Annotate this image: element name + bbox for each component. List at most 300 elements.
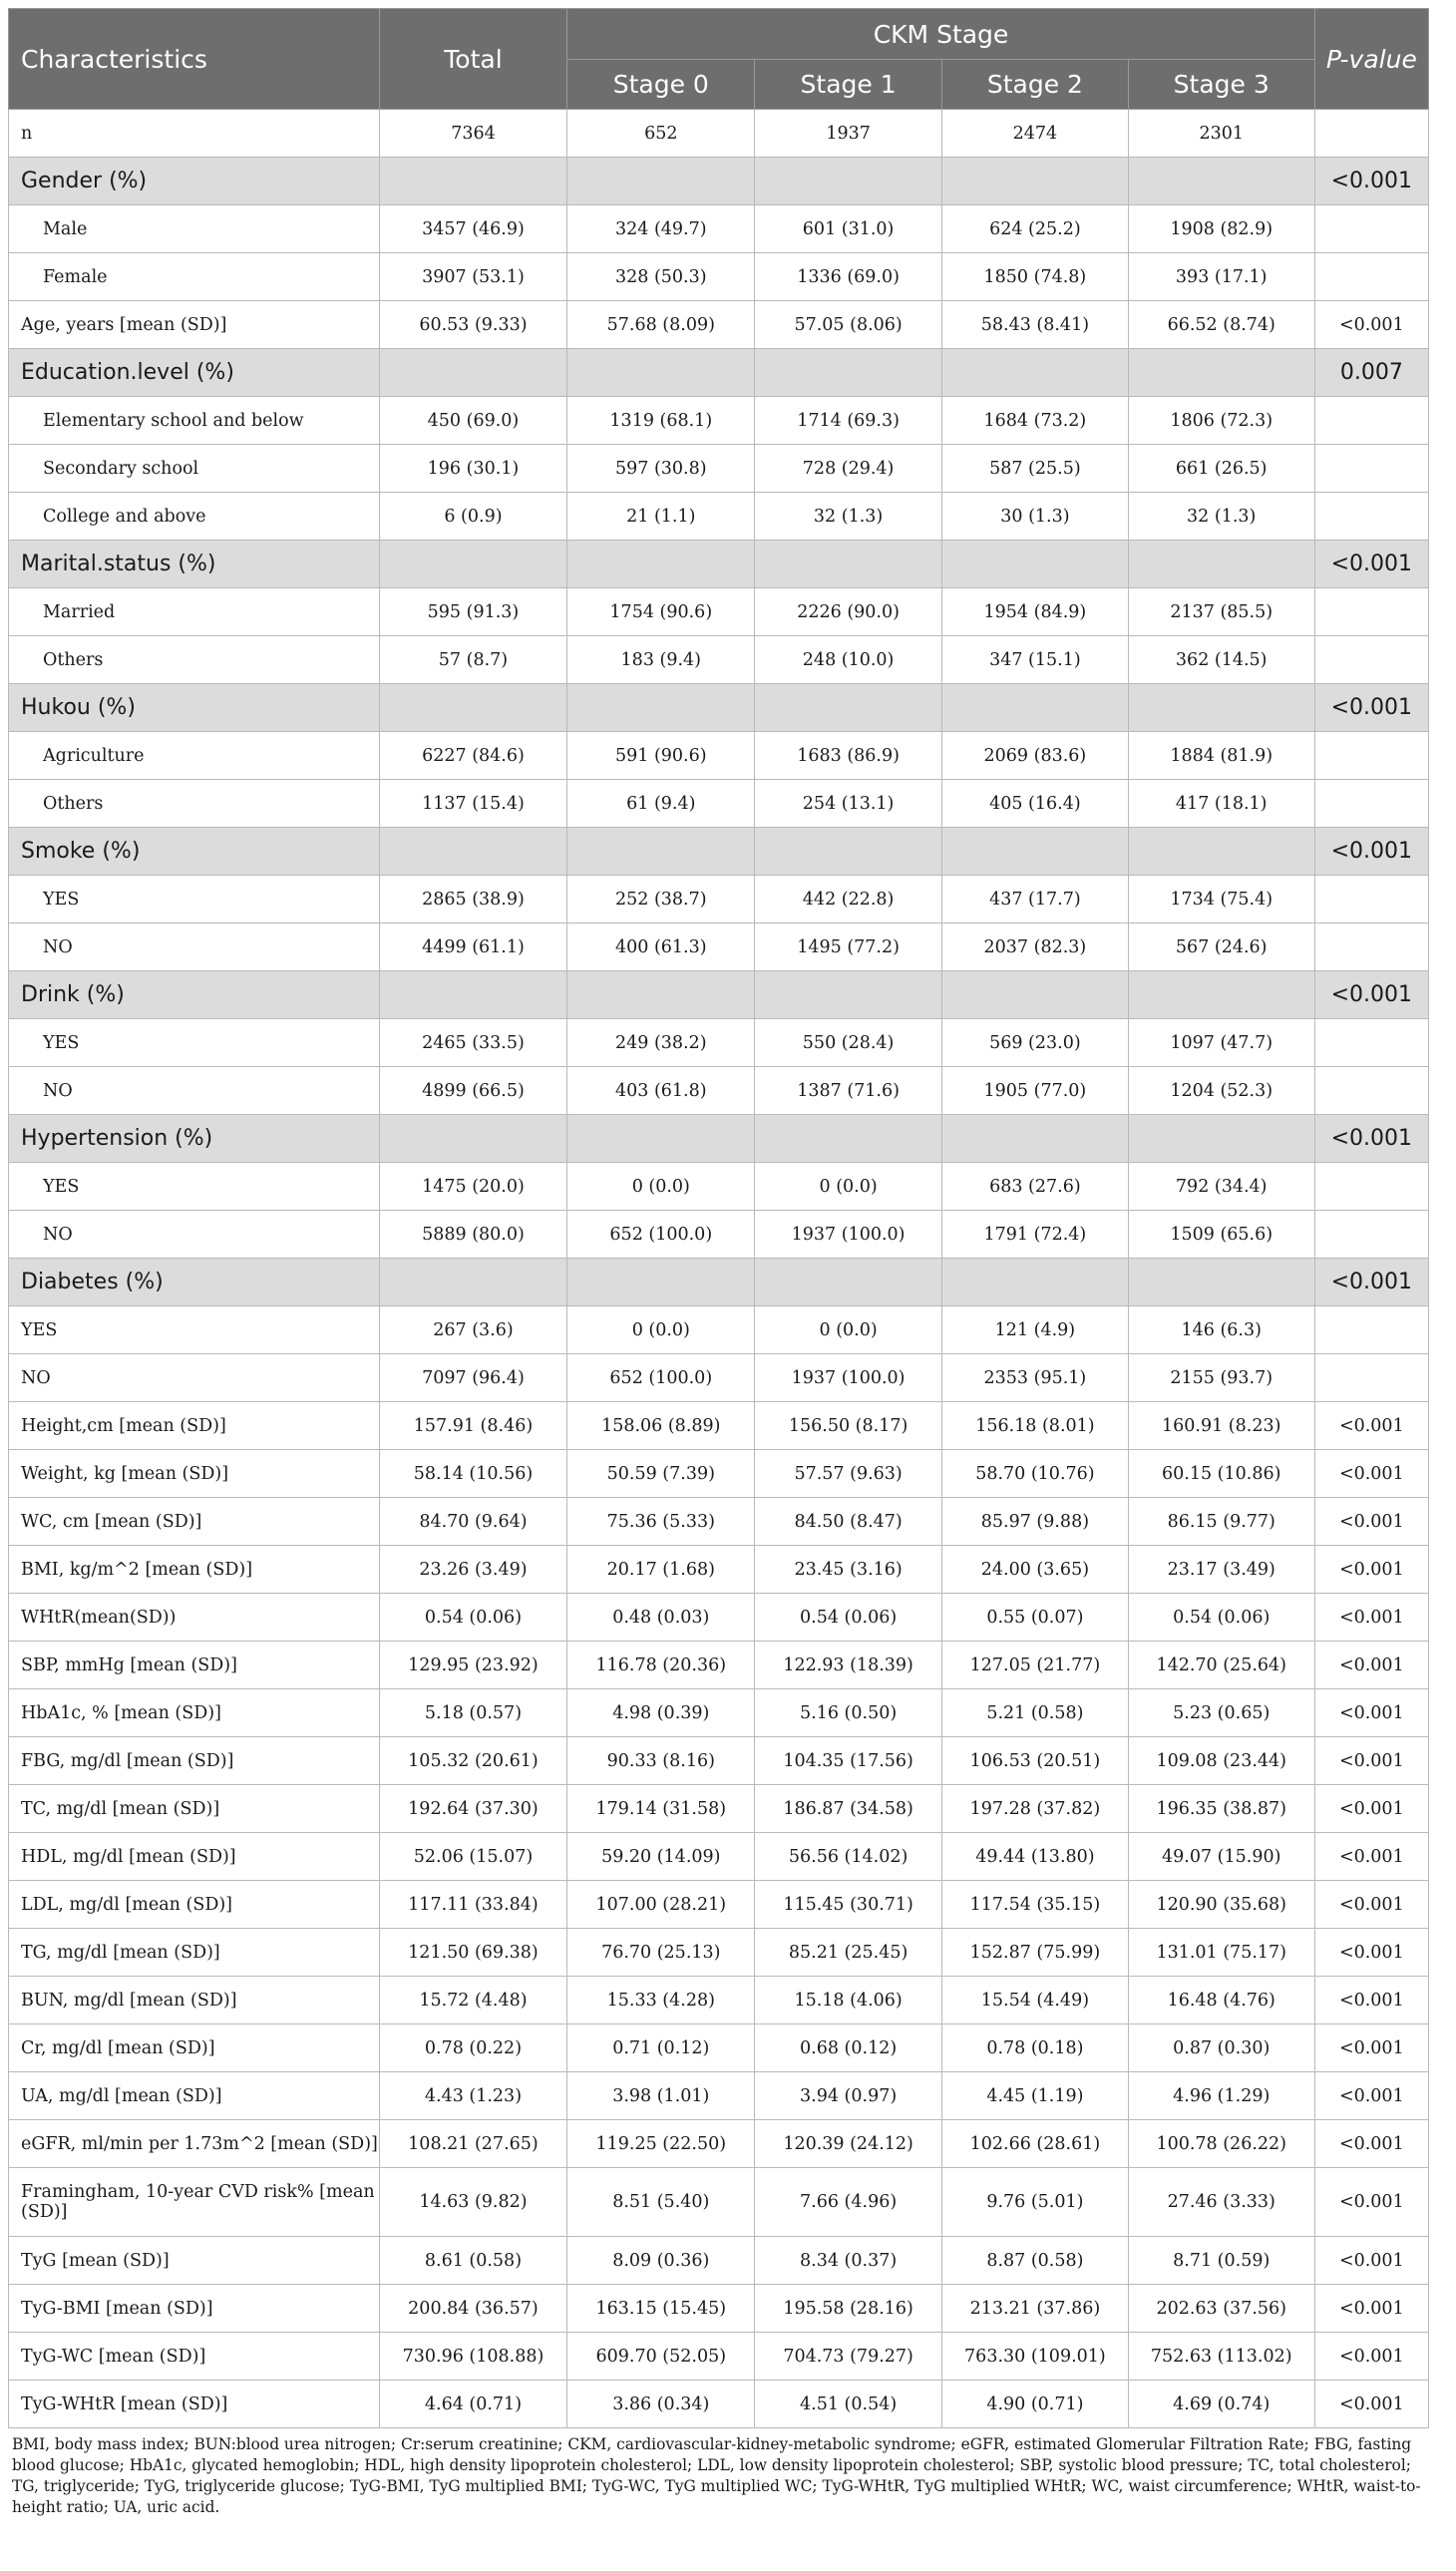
stage-0-cell: 328 (50.3) <box>567 253 755 301</box>
row-label: Others <box>9 636 380 684</box>
row-label: HbA1c, % [mean (SD)] <box>9 1689 380 1737</box>
table-row <box>9 2237 1429 2285</box>
total-cell: 7364 <box>379 110 567 158</box>
stage-3-cell: 120.90 (35.68) <box>1128 1881 1314 1929</box>
stage-2-cell: 347 (15.1) <box>942 636 1129 684</box>
stage-3-cell: 2155 (93.7) <box>1128 1354 1314 1402</box>
stage-2-cell: 624 (25.2) <box>942 205 1129 253</box>
stage-1-cell: 120.39 (24.12) <box>755 2120 942 2168</box>
stage-1-cell: 84.50 (8.47) <box>755 1498 942 1546</box>
table-body <box>9 110 1429 2428</box>
stage-1-cell: 156.50 (8.17) <box>755 1402 942 1450</box>
stage-1-cell: 704.73 (79.27) <box>755 2333 942 2381</box>
total-cell: 5.18 (0.57) <box>379 1689 567 1737</box>
row-label: n <box>9 110 380 158</box>
stage-0-cell: 1754 (90.6) <box>567 588 755 636</box>
stage-3-cell: 2301 <box>1128 110 1314 158</box>
empty-cell <box>942 1259 1129 1306</box>
p-value-cell <box>1314 397 1428 445</box>
header-ckm-stage: CKM Stage <box>567 9 1314 60</box>
stage-2-cell: 85.97 (9.88) <box>942 1498 1129 1546</box>
stage-2-cell: 1954 (84.9) <box>942 588 1129 636</box>
empty-cell <box>755 349 942 397</box>
table-row <box>9 301 1429 349</box>
total-cell: 58.14 (10.56) <box>379 1450 567 1498</box>
stage-0-cell: 597 (30.8) <box>567 445 755 493</box>
empty-cell <box>567 1115 755 1163</box>
stage-0-cell: 0 (0.0) <box>567 1163 755 1211</box>
table-row <box>9 2381 1429 2428</box>
p-value-cell: <0.001 <box>1314 2168 1428 2237</box>
stage-0-cell: 403 (61.8) <box>567 1067 755 1115</box>
stage-1-cell: 56.56 (14.02) <box>755 1833 942 1881</box>
stage-0-cell: 183 (9.4) <box>567 636 755 684</box>
table-row <box>9 1450 1429 1498</box>
p-value-cell: 0.007 <box>1314 349 1428 397</box>
total-cell: 6227 (84.6) <box>379 732 567 780</box>
p-value-cell: <0.001 <box>1314 2024 1428 2072</box>
stage-1-cell: 1937 <box>755 110 942 158</box>
stage-3-cell: 752.63 (113.02) <box>1128 2333 1314 2381</box>
stage-2-cell: 763.30 (109.01) <box>942 2333 1129 2381</box>
stage-2-cell: 4.90 (0.71) <box>942 2381 1129 2428</box>
stage-0-cell: 59.20 (14.09) <box>567 1833 755 1881</box>
total-cell: 3907 (53.1) <box>379 253 567 301</box>
stage-2-cell: 405 (16.4) <box>942 780 1129 828</box>
stage-1-cell: 0.68 (0.12) <box>755 2024 942 2072</box>
empty-cell <box>942 158 1129 205</box>
stage-2-cell: 117.54 (35.15) <box>942 1881 1129 1929</box>
stage-0-cell: 1319 (68.1) <box>567 397 755 445</box>
empty-cell <box>567 971 755 1019</box>
p-value-cell: <0.001 <box>1314 2120 1428 2168</box>
row-label: Age, years [mean (SD)] <box>9 301 380 349</box>
total-cell: 1137 (15.4) <box>379 780 567 828</box>
p-value-cell: <0.001 <box>1314 1594 1428 1642</box>
empty-cell <box>379 1259 567 1306</box>
table-row <box>9 636 1429 684</box>
group-header-row <box>9 684 1429 732</box>
table-row <box>9 110 1429 158</box>
empty-cell <box>567 158 755 205</box>
stage-0-cell: 8.09 (0.36) <box>567 2237 755 2285</box>
p-value-cell <box>1314 923 1428 971</box>
row-label: TG, mg/dl [mean (SD)] <box>9 1929 380 1977</box>
empty-cell <box>1128 828 1314 876</box>
empty-cell <box>942 541 1129 588</box>
empty-cell <box>942 1115 1129 1163</box>
table-row <box>9 1881 1429 1929</box>
stage-0-cell: 119.25 (22.50) <box>567 2120 755 2168</box>
row-label: TyG-WHtR [mean (SD)] <box>9 2381 380 2428</box>
p-value-cell: <0.001 <box>1314 1977 1428 2024</box>
stage-3-cell: 146 (6.3) <box>1128 1306 1314 1354</box>
p-value-cell <box>1314 110 1428 158</box>
stage-2-cell: 152.87 (75.99) <box>942 1929 1129 1977</box>
row-label: NO <box>9 923 380 971</box>
stage-3-cell: 1884 (81.9) <box>1128 732 1314 780</box>
group-label: Drink (%) <box>9 971 380 1019</box>
row-label: Female <box>9 253 380 301</box>
total-cell: 4899 (66.5) <box>379 1067 567 1115</box>
stage-3-cell: 16.48 (4.76) <box>1128 1977 1314 2024</box>
p-value-cell: <0.001 <box>1314 1929 1428 1977</box>
header-stage-0: Stage 0 <box>567 60 755 110</box>
p-value-cell: <0.001 <box>1314 971 1428 1019</box>
stage-2-cell: 4.45 (1.19) <box>942 2072 1129 2120</box>
stage-1-cell: 0 (0.0) <box>755 1306 942 1354</box>
table-row <box>9 2333 1429 2381</box>
total-cell: 200.84 (36.57) <box>379 2285 567 2333</box>
group-header-row <box>9 1115 1429 1163</box>
total-cell: 121.50 (69.38) <box>379 1929 567 1977</box>
table-row <box>9 588 1429 636</box>
row-label: YES <box>9 1019 380 1067</box>
empty-cell <box>755 828 942 876</box>
p-value-cell: <0.001 <box>1314 1642 1428 1689</box>
stage-3-cell: 1509 (65.6) <box>1128 1211 1314 1259</box>
stage-3-cell: 8.71 (0.59) <box>1128 2237 1314 2285</box>
group-header-row <box>9 971 1429 1019</box>
total-cell: 5889 (80.0) <box>379 1211 567 1259</box>
p-value-cell <box>1314 780 1428 828</box>
stage-0-cell: 652 <box>567 110 755 158</box>
stage-2-cell: 58.43 (8.41) <box>942 301 1129 349</box>
empty-cell <box>1128 158 1314 205</box>
row-label: Male <box>9 205 380 253</box>
row-label: Elementary school and below <box>9 397 380 445</box>
total-cell: 3457 (46.9) <box>379 205 567 253</box>
row-label: NO <box>9 1354 380 1402</box>
stage-1-cell: 248 (10.0) <box>755 636 942 684</box>
stage-0-cell: 61 (9.4) <box>567 780 755 828</box>
table-row <box>9 1498 1429 1546</box>
stage-0-cell: 50.59 (7.39) <box>567 1450 755 1498</box>
table-row <box>9 1067 1429 1115</box>
total-cell: 23.26 (3.49) <box>379 1546 567 1594</box>
empty-cell <box>942 349 1129 397</box>
table-row <box>9 732 1429 780</box>
total-cell: 14.63 (9.82) <box>379 2168 567 2237</box>
stage-1-cell: 442 (22.8) <box>755 876 942 923</box>
group-header-row <box>9 349 1429 397</box>
stage-3-cell: 131.01 (75.17) <box>1128 1929 1314 1977</box>
stage-2-cell: 8.87 (0.58) <box>942 2237 1129 2285</box>
stage-0-cell: 57.68 (8.09) <box>567 301 755 349</box>
group-header-row <box>9 1259 1429 1306</box>
stage-2-cell: 2069 (83.6) <box>942 732 1129 780</box>
stage-3-cell: 27.46 (3.33) <box>1128 2168 1314 2237</box>
p-value-cell: <0.001 <box>1314 2381 1428 2428</box>
stage-2-cell: 2353 (95.1) <box>942 1354 1129 1402</box>
p-value-cell <box>1314 1019 1428 1067</box>
p-value-cell: <0.001 <box>1314 1689 1428 1737</box>
table-row <box>9 2072 1429 2120</box>
stage-1-cell: 15.18 (4.06) <box>755 1977 942 2024</box>
stage-3-cell: 1806 (72.3) <box>1128 397 1314 445</box>
row-label: Agriculture <box>9 732 380 780</box>
total-cell: 57 (8.7) <box>379 636 567 684</box>
group-label: Smoke (%) <box>9 828 380 876</box>
stage-0-cell: 0.71 (0.12) <box>567 2024 755 2072</box>
p-value-cell: <0.001 <box>1314 684 1428 732</box>
stage-3-cell: 5.23 (0.65) <box>1128 1689 1314 1737</box>
row-label: UA, mg/dl [mean (SD)] <box>9 2072 380 2120</box>
row-label: SBP, mmHg [mean (SD)] <box>9 1642 380 1689</box>
table-row <box>9 2120 1429 2168</box>
stage-1-cell: 728 (29.4) <box>755 445 942 493</box>
stage-1-cell: 104.35 (17.56) <box>755 1737 942 1785</box>
total-cell: 4499 (61.1) <box>379 923 567 971</box>
total-cell: 7097 (96.4) <box>379 1354 567 1402</box>
stage-3-cell: 202.63 (37.56) <box>1128 2285 1314 2333</box>
row-label: Secondary school <box>9 445 380 493</box>
empty-cell <box>567 828 755 876</box>
empty-cell <box>1128 541 1314 588</box>
stage-0-cell: 179.14 (31.58) <box>567 1785 755 1833</box>
stage-2-cell: 30 (1.3) <box>942 493 1129 541</box>
table-row <box>9 1306 1429 1354</box>
row-label: BMI, kg/m^2 [mean (SD)] <box>9 1546 380 1594</box>
header-total: Total <box>379 9 567 110</box>
stage-0-cell: 3.86 (0.34) <box>567 2381 755 2428</box>
table-row <box>9 397 1429 445</box>
stage-3-cell: 2137 (85.5) <box>1128 588 1314 636</box>
p-value-cell <box>1314 445 1428 493</box>
empty-cell <box>567 684 755 732</box>
stage-0-cell: 3.98 (1.01) <box>567 2072 755 2120</box>
stage-1-cell: 8.34 (0.37) <box>755 2237 942 2285</box>
row-label: eGFR, ml/min per 1.73m^2 [mean (SD)] <box>9 2120 380 2168</box>
empty-cell <box>567 349 755 397</box>
total-cell: 4.43 (1.23) <box>379 2072 567 2120</box>
total-cell: 0.78 (0.22) <box>379 2024 567 2072</box>
empty-cell <box>755 684 942 732</box>
stage-1-cell: 0 (0.0) <box>755 1163 942 1211</box>
stage-0-cell: 20.17 (1.68) <box>567 1546 755 1594</box>
stage-0-cell: 76.70 (25.13) <box>567 1929 755 1977</box>
stage-0-cell: 15.33 (4.28) <box>567 1977 755 2024</box>
stage-2-cell: 2474 <box>942 110 1129 158</box>
stage-3-cell: 393 (17.1) <box>1128 253 1314 301</box>
stage-3-cell: 142.70 (25.64) <box>1128 1642 1314 1689</box>
header-p-value: P-value <box>1314 9 1428 110</box>
group-label: Gender (%) <box>9 158 380 205</box>
table-row <box>9 1977 1429 2024</box>
row-label: WC, cm [mean (SD)] <box>9 1498 380 1546</box>
stage-1-cell: 195.58 (28.16) <box>755 2285 942 2333</box>
stage-2-cell: 1850 (74.8) <box>942 253 1129 301</box>
stage-1-cell: 2226 (90.0) <box>755 588 942 636</box>
stage-0-cell: 75.36 (5.33) <box>567 1498 755 1546</box>
row-label: Height,cm [mean (SD)] <box>9 1402 380 1450</box>
empty-cell <box>379 684 567 732</box>
table-row <box>9 1737 1429 1785</box>
p-value-cell <box>1314 636 1428 684</box>
p-value-cell: <0.001 <box>1314 2072 1428 2120</box>
stage-1-cell: 1495 (77.2) <box>755 923 942 971</box>
table-row <box>9 1402 1429 1450</box>
characteristics-table <box>8 8 1429 2428</box>
empty-cell <box>379 1115 567 1163</box>
stage-0-cell: 400 (61.3) <box>567 923 755 971</box>
p-value-cell: <0.001 <box>1314 1498 1428 1546</box>
empty-cell <box>755 541 942 588</box>
stage-2-cell: 587 (25.5) <box>942 445 1129 493</box>
empty-cell <box>379 541 567 588</box>
table-row <box>9 1689 1429 1737</box>
stage-1-cell: 32 (1.3) <box>755 493 942 541</box>
stage-0-cell: 8.51 (5.40) <box>567 2168 755 2237</box>
empty-cell <box>379 349 567 397</box>
p-value-cell <box>1314 253 1428 301</box>
stage-3-cell: 49.07 (15.90) <box>1128 1833 1314 1881</box>
stage-2-cell: 213.21 (37.86) <box>942 2285 1129 2333</box>
row-label: HDL, mg/dl [mean (SD)] <box>9 1833 380 1881</box>
row-label: YES <box>9 1306 380 1354</box>
table-row <box>9 923 1429 971</box>
stage-3-cell: 0.54 (0.06) <box>1128 1594 1314 1642</box>
group-label: Marital.status (%) <box>9 541 380 588</box>
stage-0-cell: 652 (100.0) <box>567 1211 755 1259</box>
group-header-row <box>9 828 1429 876</box>
stage-3-cell: 792 (34.4) <box>1128 1163 1314 1211</box>
stage-1-cell: 1937 (100.0) <box>755 1211 942 1259</box>
total-cell: 2465 (33.5) <box>379 1019 567 1067</box>
table-row <box>9 1354 1429 1402</box>
stage-3-cell: 0.87 (0.30) <box>1128 2024 1314 2072</box>
row-label: TyG-BMI [mean (SD)] <box>9 2285 380 2333</box>
row-label: LDL, mg/dl [mean (SD)] <box>9 1881 380 1929</box>
table-row <box>9 445 1429 493</box>
stage-3-cell: 362 (14.5) <box>1128 636 1314 684</box>
stage-2-cell: 437 (17.7) <box>942 876 1129 923</box>
p-value-cell: <0.001 <box>1314 1546 1428 1594</box>
stage-0-cell: 609.70 (52.05) <box>567 2333 755 2381</box>
group-header-row <box>9 158 1429 205</box>
stage-1-cell: 550 (28.4) <box>755 1019 942 1067</box>
total-cell: 4.64 (0.71) <box>379 2381 567 2428</box>
p-value-cell <box>1314 588 1428 636</box>
stage-2-cell: 106.53 (20.51) <box>942 1737 1129 1785</box>
stage-2-cell: 569 (23.0) <box>942 1019 1129 1067</box>
row-label: Framingham, 10-year CVD risk% [mean (SD)] <box>9 2168 380 2237</box>
table-row <box>9 1642 1429 1689</box>
empty-cell <box>942 971 1129 1019</box>
stage-2-cell: 156.18 (8.01) <box>942 1402 1129 1450</box>
total-cell: 192.64 (37.30) <box>379 1785 567 1833</box>
stage-1-cell: 186.87 (34.58) <box>755 1785 942 1833</box>
stage-3-cell: 661 (26.5) <box>1128 445 1314 493</box>
row-label: Married <box>9 588 380 636</box>
row-label: TC, mg/dl [mean (SD)] <box>9 1785 380 1833</box>
total-cell: 1475 (20.0) <box>379 1163 567 1211</box>
stage-1-cell: 23.45 (3.16) <box>755 1546 942 1594</box>
table-row <box>9 1546 1429 1594</box>
stage-2-cell: 683 (27.6) <box>942 1163 1129 1211</box>
stage-1-cell: 1714 (69.3) <box>755 397 942 445</box>
empty-cell <box>567 1259 755 1306</box>
stage-3-cell: 1097 (47.7) <box>1128 1019 1314 1067</box>
empty-cell <box>942 828 1129 876</box>
stage-2-cell: 1684 (73.2) <box>942 397 1129 445</box>
table-row <box>9 1211 1429 1259</box>
total-cell: 730.96 (108.88) <box>379 2333 567 2381</box>
table-row <box>9 1019 1429 1067</box>
header-stage-2: Stage 2 <box>942 60 1129 110</box>
stage-2-cell: 58.70 (10.76) <box>942 1450 1129 1498</box>
total-cell: 595 (91.3) <box>379 588 567 636</box>
group-label: Diabetes (%) <box>9 1259 380 1306</box>
p-value-cell <box>1314 1354 1428 1402</box>
stage-3-cell: 100.78 (26.22) <box>1128 2120 1314 2168</box>
table-row <box>9 2285 1429 2333</box>
stage-3-cell: 1734 (75.4) <box>1128 876 1314 923</box>
stage-2-cell: 0.78 (0.18) <box>942 2024 1129 2072</box>
stage-0-cell: 591 (90.6) <box>567 732 755 780</box>
p-value-cell <box>1314 1306 1428 1354</box>
stage-3-cell: 1204 (52.3) <box>1128 1067 1314 1115</box>
total-cell: 117.11 (33.84) <box>379 1881 567 1929</box>
stage-0-cell: 158.06 (8.89) <box>567 1402 755 1450</box>
stage-3-cell: 160.91 (8.23) <box>1128 1402 1314 1450</box>
table-row <box>9 2168 1429 2237</box>
table-row <box>9 2024 1429 2072</box>
table-row <box>9 1594 1429 1642</box>
total-cell: 157.91 (8.46) <box>379 1402 567 1450</box>
stage-0-cell: 4.98 (0.39) <box>567 1689 755 1737</box>
stage-3-cell: 86.15 (9.77) <box>1128 1498 1314 1546</box>
stage-0-cell: 0 (0.0) <box>567 1306 755 1354</box>
total-cell: 450 (69.0) <box>379 397 567 445</box>
p-value-cell: <0.001 <box>1314 2237 1428 2285</box>
row-label: Others <box>9 780 380 828</box>
empty-cell <box>379 158 567 205</box>
group-header-row <box>9 541 1429 588</box>
table-row <box>9 205 1429 253</box>
table-row <box>9 1929 1429 1977</box>
stage-1-cell: 122.93 (18.39) <box>755 1642 942 1689</box>
empty-cell <box>1128 971 1314 1019</box>
table-row <box>9 1833 1429 1881</box>
stage-1-cell: 4.51 (0.54) <box>755 2381 942 2428</box>
p-value-cell <box>1314 205 1428 253</box>
row-label: YES <box>9 876 380 923</box>
stage-3-cell: 196.35 (38.87) <box>1128 1785 1314 1833</box>
group-label: Hypertension (%) <box>9 1115 380 1163</box>
p-value-cell: <0.001 <box>1314 541 1428 588</box>
stage-2-cell: 1791 (72.4) <box>942 1211 1129 1259</box>
stage-1-cell: 0.54 (0.06) <box>755 1594 942 1642</box>
row-label: TyG [mean (SD)] <box>9 2237 380 2285</box>
total-cell: 15.72 (4.48) <box>379 1977 567 2024</box>
stage-3-cell: 109.08 (23.44) <box>1128 1737 1314 1785</box>
p-value-cell: <0.001 <box>1314 828 1428 876</box>
stage-1-cell: 5.16 (0.50) <box>755 1689 942 1737</box>
total-cell: 2865 (38.9) <box>379 876 567 923</box>
stage-2-cell: 5.21 (0.58) <box>942 1689 1129 1737</box>
empty-cell <box>755 971 942 1019</box>
empty-cell <box>755 158 942 205</box>
stage-2-cell: 2037 (82.3) <box>942 923 1129 971</box>
empty-cell <box>1128 349 1314 397</box>
p-value-cell <box>1314 1211 1428 1259</box>
table-row <box>9 493 1429 541</box>
stage-3-cell: 4.96 (1.29) <box>1128 2072 1314 2120</box>
p-value-cell: <0.001 <box>1314 1402 1428 1450</box>
stage-3-cell: 417 (18.1) <box>1128 780 1314 828</box>
stage-1-cell: 57.05 (8.06) <box>755 301 942 349</box>
